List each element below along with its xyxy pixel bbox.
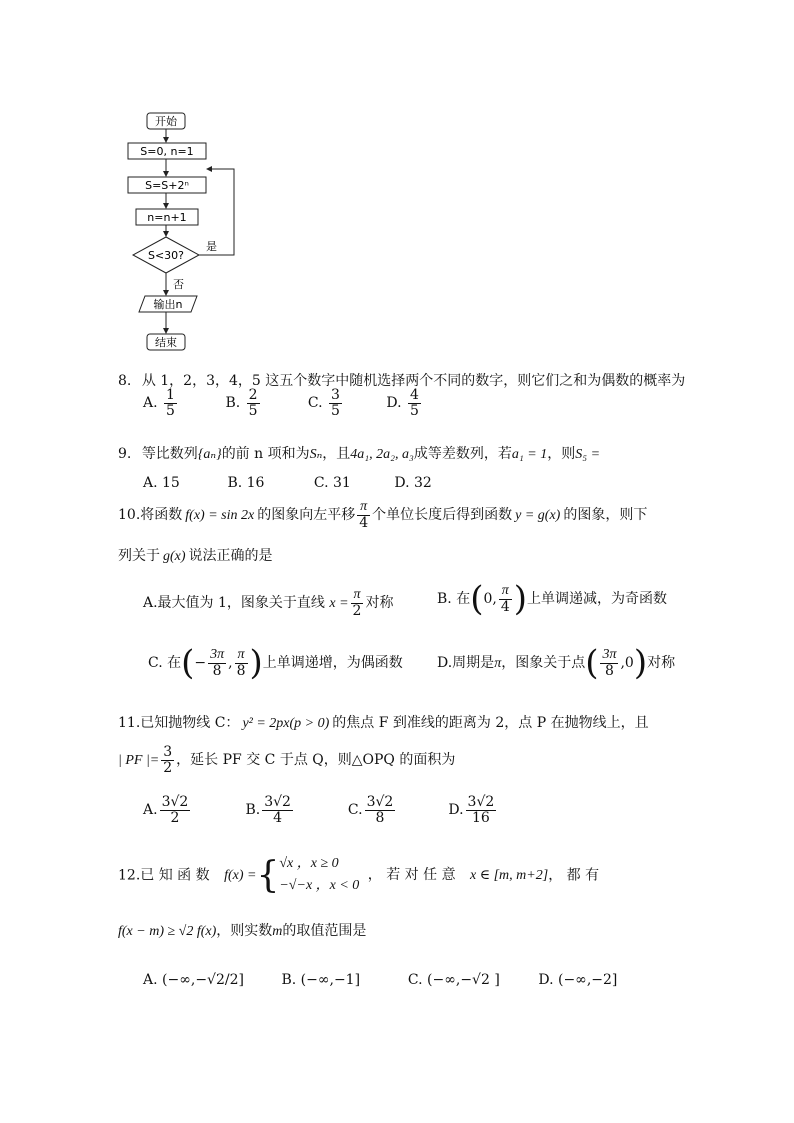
flow-decision-label: S<30? bbox=[147, 249, 185, 262]
question-9: 9. 等比数列{aₙ}的前 n 项和为Sₙ，且4a₁, 2a₂, a₃成等差数列，若a₁ = 1，则S₅ = bbox=[118, 446, 601, 462]
question-9-options bbox=[143, 475, 454, 491]
question-8 bbox=[118, 370, 685, 390]
q10-option-c: C. 在(− $\frac{3\pi}{8}$ , $\frac{\pi}{8}$ )上单调递增，为偶函数 bbox=[148, 643, 403, 683]
q12-option-b: B. (−∞,−1] bbox=[281, 972, 361, 988]
question-11: 11.已知抛物线 C： y² = 2px(p > 0) 的焦点 F 到准线的距离为 2，点 P 在抛物线上，且 bbox=[118, 715, 649, 731]
question-12-line2: f(x − m) ≥ √2 f(x)，则实数m的取值范围是 bbox=[118, 923, 367, 939]
q11-option-c: C. $\frac{3√2}{8}$ bbox=[347, 794, 394, 826]
question-8-number: 8. bbox=[118, 373, 132, 389]
q8-option-b: B. $\frac{2}{5}$ bbox=[225, 387, 258, 419]
q11-option-a: A. $\frac{3√2}{2}$ bbox=[143, 794, 189, 826]
flow-end-label: 结束 bbox=[155, 336, 177, 349]
flowchart bbox=[120, 105, 260, 355]
question-11-line2: | PF |= $\frac{3}{2}$ ，延长 PF 交 C 于点 Q，则△OPQ 的面积为 bbox=[118, 744, 456, 776]
flow-output-label: 输出n bbox=[153, 298, 183, 311]
question-8-options bbox=[143, 388, 456, 418]
flow-init-label: S=0, n=1 bbox=[140, 145, 194, 158]
q10-option-a: A.最大值为 1，图象关于直线 x = $\frac{\pi}{2}$ 对称 bbox=[143, 587, 394, 619]
q10-option-b: B. 在(0, $\frac{\pi}{4}$ )上单调递减，为奇函数 bbox=[437, 579, 668, 619]
q8-option-c: C. $\frac{3}{5}$ bbox=[307, 387, 340, 419]
question-8-text: 从 1，2，3，4，5 这五个数字中随机选择两个不同的数字，则它们之和为偶数的概率为 bbox=[141, 373, 686, 389]
flow-no-label: 否 bbox=[173, 278, 184, 291]
flow-start-label: 开始 bbox=[155, 115, 177, 128]
question-12: 12.已 知 函 数 f(x) ={ √x ，x ≥ 0 −√−x ，x < 0 ， 若 对 任 意 x ∈ [m, m+2]， 都 有 bbox=[118, 854, 600, 896]
question-10-line2: 列关于 g(x) 说法正确的是 bbox=[118, 548, 273, 564]
question-11-options bbox=[143, 795, 528, 825]
flow-n-label: n=n+1 bbox=[147, 211, 187, 224]
question-12-options bbox=[143, 972, 628, 988]
q9-option-c: C. 31 bbox=[313, 475, 351, 491]
q10-option-d: D.周期是π，图象关于点( $\frac{3\pi}{8}$ ,0)对称 bbox=[437, 643, 676, 683]
flow-yes-label: 是 bbox=[206, 240, 217, 253]
q9-option-a: A. 15 bbox=[143, 475, 180, 491]
q9-option-d: D. 32 bbox=[394, 475, 432, 491]
q12-option-c: C. (−∞,−√2 ] bbox=[407, 972, 500, 988]
q9-option-b: B. 16 bbox=[227, 475, 265, 491]
q8-option-d: D. $\frac{4}{5}$ bbox=[386, 387, 419, 419]
question-10: 10.将函数 f(x) = sin 2x 的图象向左平移 $\frac{\pi}{4}$ 个单位长度后得到函数 y = g(x) 的图象，则下 bbox=[118, 499, 648, 531]
q12-option-a: A. (−∞,−√2/2] bbox=[143, 972, 244, 988]
q8-option-a: A. $\frac{1}{5}$ bbox=[143, 387, 175, 419]
q11-option-b: B. $\frac{3√2}{4}$ bbox=[245, 794, 291, 826]
flow-sum-label: S=S+2ⁿ bbox=[145, 179, 189, 192]
q12-option-d: D. (−∞,−2] bbox=[538, 972, 618, 988]
q11-option-d: D. $\frac{3√2}{16}$ bbox=[448, 794, 495, 826]
